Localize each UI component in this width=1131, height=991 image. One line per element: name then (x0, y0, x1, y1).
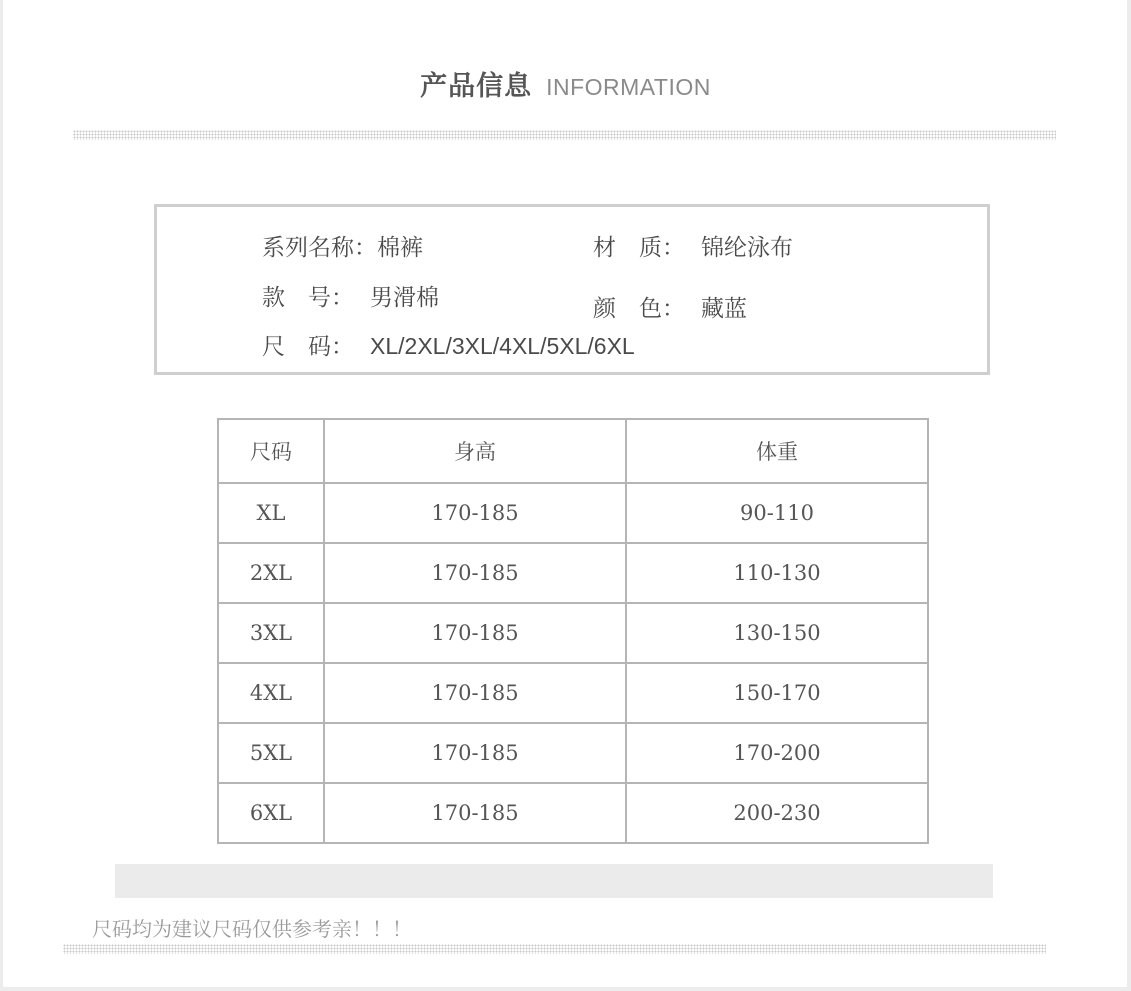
cell-height: 170-185 (324, 663, 626, 723)
header-weight: 体重 (626, 419, 928, 483)
cell-weight: 200-230 (626, 783, 928, 843)
grey-divider-bar (115, 864, 993, 898)
info-style (262, 279, 439, 312)
cell-height: 170-185 (324, 543, 626, 603)
info-color-label: 颜 色： (593, 295, 685, 321)
cell-weight: 90-110 (626, 483, 928, 543)
cell-size: 4XL (218, 663, 324, 723)
cell-height: 170-185 (324, 483, 626, 543)
header-height: 身高 (324, 419, 626, 483)
info-size (262, 328, 635, 361)
info-series-label: 系列名称： (262, 234, 377, 260)
cell-size: XL (218, 483, 324, 543)
table-row (218, 543, 928, 603)
info-style-label: 款 号： (262, 284, 354, 310)
cell-size: 2XL (218, 543, 324, 603)
product-info-box (154, 204, 990, 375)
heading-title-cn: 产品信息 (420, 71, 533, 101)
table-row (218, 603, 928, 663)
header-size: 尺码 (218, 419, 324, 483)
cell-weight: 110-130 (626, 543, 928, 603)
table-header-row (218, 419, 928, 483)
divider-top (73, 130, 1056, 140)
info-material (593, 229, 793, 262)
info-size-label: 尺 码： (262, 333, 354, 359)
cell-height: 170-185 (324, 603, 626, 663)
heading-title-en: INFORMATION (546, 74, 711, 100)
cell-height: 170-185 (324, 783, 626, 843)
cell-size: 5XL (218, 723, 324, 783)
section-heading (0, 64, 1131, 103)
cell-size: 3XL (218, 603, 324, 663)
info-series-value: 棉裤 (377, 234, 423, 260)
table-row (218, 723, 928, 783)
info-color-value: 藏蓝 (701, 295, 747, 321)
cell-size: 6XL (218, 783, 324, 843)
info-style-value: 男滑棉 (370, 284, 439, 310)
table-row (218, 483, 928, 543)
size-note: 尺码均为建议尺码仅供参考亲！！！ (92, 919, 412, 941)
info-color (593, 290, 747, 323)
info-series (262, 229, 423, 262)
cell-weight: 170-200 (626, 723, 928, 783)
info-size-value: XL/2XL/3XL/4XL/5XL/6XL (370, 333, 635, 359)
cell-height: 170-185 (324, 723, 626, 783)
info-material-value: 锦纶泳布 (701, 234, 793, 260)
divider-bottom (63, 944, 1046, 954)
size-table (217, 418, 929, 844)
table-row (218, 663, 928, 723)
cell-weight: 150-170 (626, 663, 928, 723)
table-row (218, 783, 928, 843)
info-material-label: 材 质： (593, 234, 685, 260)
cell-weight: 130-150 (626, 603, 928, 663)
